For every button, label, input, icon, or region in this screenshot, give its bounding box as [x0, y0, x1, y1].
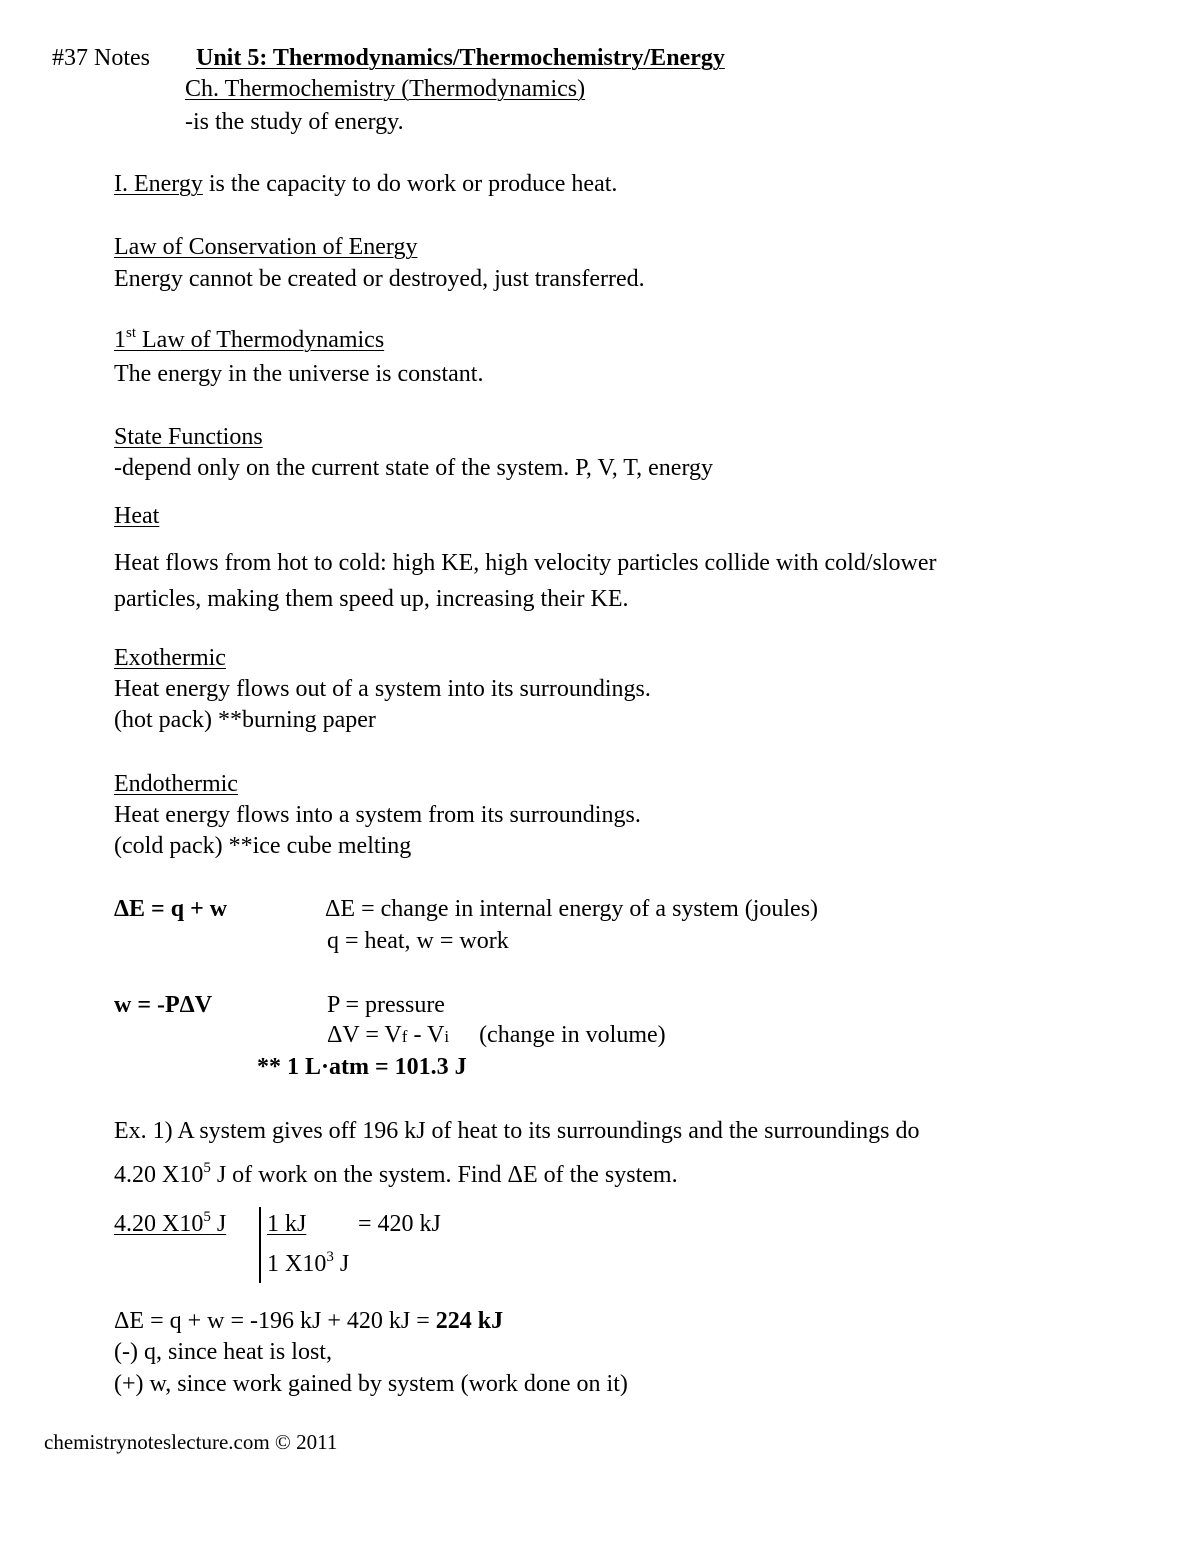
conversion-unit: J: [210, 1211, 227, 1237]
solution-line: [114, 1309, 503, 1333]
factor-base: 1 X10: [267, 1251, 327, 1277]
problem-text: J of work on the system. Find ΔE of the system.: [210, 1162, 678, 1188]
first-law-title: Law of Thermodynamics: [136, 327, 385, 353]
endothermic-text: Heat energy flows into a system from its surroundings.: [114, 802, 641, 828]
final-subscript: f: [401, 1027, 408, 1046]
solution-note-heat: (-) q, since heat is lost,: [114, 1339, 332, 1365]
state-functions-text: -depend only on the current state of the system. P, V, T, energy: [114, 455, 714, 481]
volume-change-note: (change in volume): [449, 1022, 666, 1048]
heat-heading: Heat: [114, 503, 160, 529]
endothermic-heading: Endothermic: [114, 771, 238, 797]
conservation-text: Energy cannot be created or destroyed, just transferred.: [114, 266, 645, 292]
notes-number: #37 Notes: [52, 45, 150, 71]
initial-subscript: i: [444, 1027, 450, 1046]
factor-exponent: 3: [326, 1249, 334, 1265]
first-law-number: 1: [114, 327, 126, 353]
conversion-factor: ** 1 L·atm = 101.3 J: [257, 1054, 467, 1080]
internal-energy-equation: ΔE = q + w: [114, 896, 228, 922]
energy-text: is the capacity to do work or produce heat.: [202, 171, 618, 197]
conversion-exponent: 5: [203, 1209, 211, 1225]
work-value: 4.20 X10: [114, 1162, 204, 1188]
unit-title: Unit 5: Thermodynamics/Thermochemistry/Energy: [196, 45, 725, 71]
conversion-result: = 420 kJ: [358, 1211, 441, 1237]
heat-text-line2: particles, making them speed up, increasing their KE.: [114, 586, 629, 612]
solution-work: ΔE = q + w = -196 kJ + 420 kJ =: [114, 1308, 436, 1334]
exothermic-example: (hot pack) **burning paper: [114, 707, 376, 733]
conversion-factor-top: 1 kJ: [267, 1211, 307, 1237]
conversion-numerator: [114, 1209, 227, 1237]
factor-unit: J: [333, 1251, 350, 1277]
chapter-description: -is the study of energy.: [185, 109, 404, 135]
chapter-title: Ch. Thermochemistry (Thermodynamics): [185, 76, 586, 102]
solution-note-work: (+) w, since work gained by system (work done on it): [114, 1371, 628, 1397]
minus-v-label: - V: [407, 1022, 445, 1048]
example-problem-line1: Ex. 1) A system gives off 196 kJ of heat to its surroundings and the surroundings do: [114, 1118, 920, 1144]
endothermic-example: (cold pack) **ice cube melting: [114, 833, 412, 859]
footer-copyright: chemistrynoteslecture.com © 2011: [44, 1430, 338, 1454]
delta-v-label: ΔV = V: [327, 1022, 402, 1048]
energy-heading: I. Energy: [114, 171, 203, 197]
first-law-heading: [114, 325, 385, 353]
exothermic-text: Heat energy flows out of a system into its surroundings.: [114, 676, 651, 702]
first-law-superscript: st: [126, 325, 137, 341]
first-law-text: The energy in the universe is constant.: [114, 361, 484, 387]
state-functions-heading: State Functions: [114, 424, 263, 450]
energy-definition: [114, 172, 617, 196]
conservation-heading: Law of Conservation of Energy: [114, 234, 418, 260]
conversion-value: 4.20 X10: [114, 1211, 204, 1237]
exothermic-heading: Exothermic: [114, 645, 226, 671]
heat-work-description: q = heat, w = work: [327, 928, 509, 954]
volume-change-description: [327, 1023, 666, 1047]
internal-energy-description: ΔE = change in internal energy of a system (joules): [325, 896, 819, 922]
heat-text-line1: Heat flows from hot to cold: high KE, high velocity particles collide with cold/slower: [114, 550, 937, 576]
work-exponent: 5: [203, 1160, 211, 1176]
solution-answer: 224 kJ: [435, 1308, 504, 1334]
conversion-factor-bottom: [267, 1249, 350, 1277]
work-equation: w = -PΔV: [114, 992, 213, 1018]
example-problem-line2: [114, 1160, 678, 1188]
conversion-divider: [259, 1207, 261, 1283]
pressure-description: P = pressure: [327, 992, 445, 1018]
